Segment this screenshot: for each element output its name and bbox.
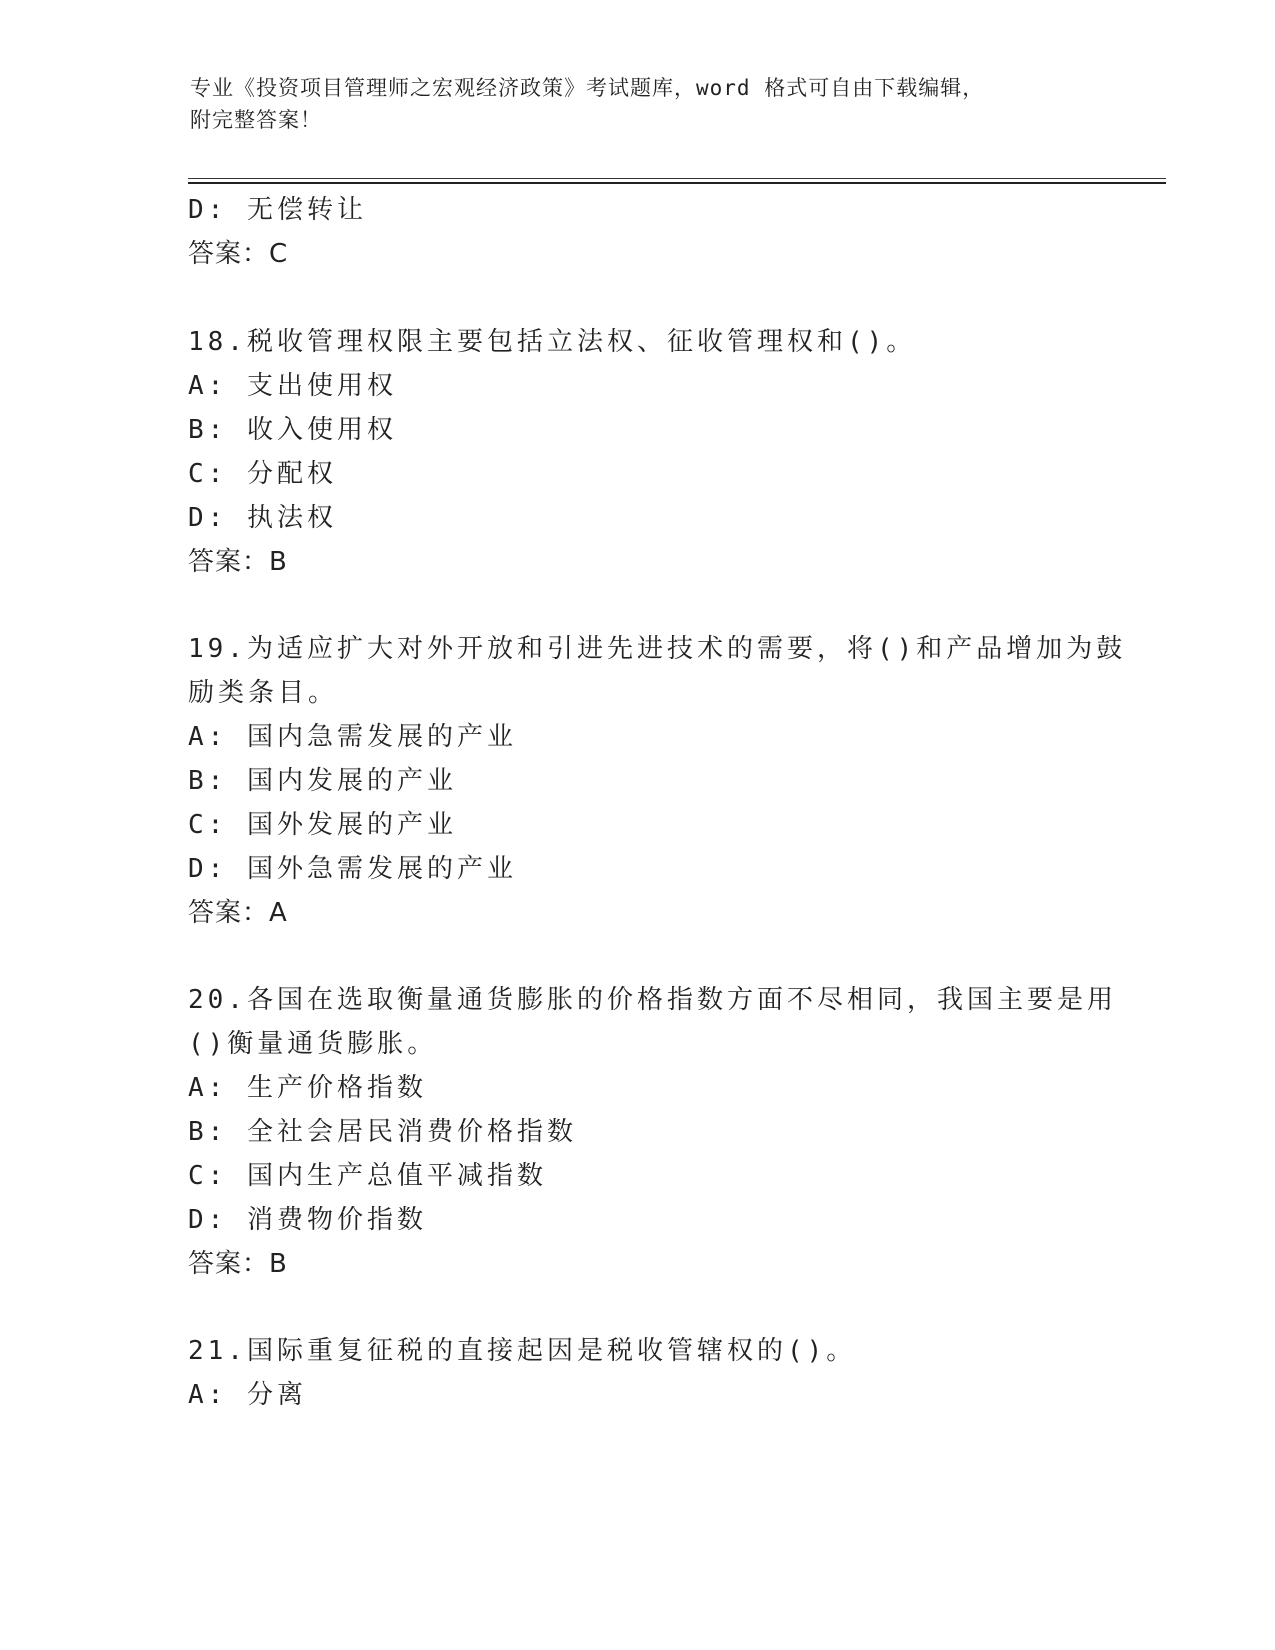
prev-option-d: D: 无偿转让 — [188, 195, 367, 225]
q19-question-line-2: 励类条目。 — [188, 678, 339, 708]
q20-question-line-1: 20.各国在选取衡量通货膨胀的价格指数方面不尽相同，我国主要是用 — [188, 985, 1117, 1015]
q18-option-b: B: 收入使用权 — [188, 415, 397, 445]
q19-option-d: D: 国外急需发展的产业 — [188, 854, 517, 884]
q18-option-c: C: 分配权 — [188, 459, 337, 489]
q18-question: 18.税收管理权限主要包括立法权、征收管理权和()。 — [188, 327, 917, 357]
header-line-1: 专业《投资项目管理师之宏观经济政策》考试题库，word 格式可自由下载编辑， — [190, 76, 985, 100]
q21-option-a: A: 分离 — [188, 1380, 307, 1410]
q20-option-d: D: 消费物价指数 — [188, 1205, 427, 1235]
q20-answer: 答案：B — [188, 1249, 288, 1279]
q19-option-c: C: 国外发展的产业 — [188, 810, 457, 840]
q18-option-d: D: 执法权 — [188, 503, 337, 533]
q19-question-line-1: 19.为适应扩大对外开放和引进先进技术的需要，将()和产品增加为鼓 — [188, 634, 1127, 664]
header-line-2: 附完整答案！ — [190, 108, 322, 132]
q21-question: 21.国际重复征税的直接起因是税收管辖权的()。 — [188, 1336, 857, 1366]
q18-answer: 答案：B — [188, 547, 288, 577]
q20-option-b: B: 全社会居民消费价格指数 — [188, 1117, 577, 1147]
q19-option-b: B: 国内发展的产业 — [188, 766, 457, 796]
document-header — [190, 72, 1090, 136]
header-divider-thick — [188, 182, 1166, 184]
q20-option-c: C: 国内生产总值平减指数 — [188, 1161, 547, 1191]
q19-option-a: A: 国内急需发展的产业 — [188, 722, 517, 752]
q20-question-line-2: ()衡量通货膨胀。 — [188, 1029, 438, 1059]
header-divider-thin — [188, 178, 1166, 179]
q19-answer: 答案：A — [188, 898, 288, 928]
prev-answer: 答案：C — [188, 239, 289, 269]
q20-option-a: A: 生产价格指数 — [188, 1073, 427, 1103]
q18-option-a: A: 支出使用权 — [188, 371, 397, 401]
